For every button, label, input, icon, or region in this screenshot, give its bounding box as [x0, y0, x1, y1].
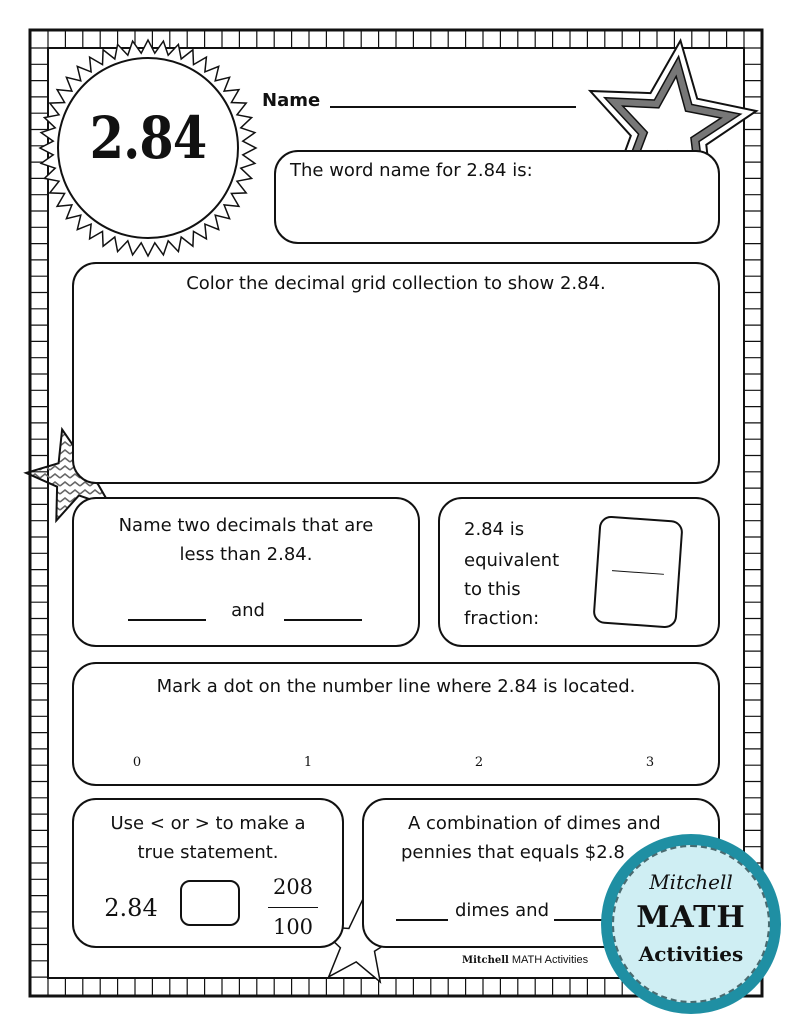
- less-than-line-2: less than 2.84.: [179, 544, 313, 565]
- fraction-line-2: equivalent: [464, 550, 560, 571]
- fraction-line-1: 2.84 is: [464, 519, 525, 540]
- compare-answer-box[interactable]: [180, 880, 240, 926]
- number-line-label-0: 0: [132, 755, 142, 770]
- decimal-grid-3[interactable]: [512, 313, 668, 465]
- number-line-label-1: 1: [303, 755, 313, 770]
- word-name-prompt: The word name for 2.84 is:: [290, 160, 533, 181]
- decimal-grid-2[interactable]: [320, 313, 476, 465]
- less-than-answer-2[interactable]: [284, 619, 362, 621]
- decimal-title: 2.84: [89, 104, 207, 172]
- name-label: Name: [262, 90, 321, 111]
- fraction-line-3: to this: [464, 579, 521, 600]
- compare-denominator: 100: [272, 915, 314, 939]
- number-line-prompt: Mark a dot on the number line where 2.84 is located.: [156, 676, 636, 697]
- coins-line-1: A combination of dimes and: [408, 813, 661, 834]
- less-than-answer-1[interactable]: [128, 619, 206, 621]
- fraction-card[interactable]: [592, 515, 683, 629]
- compare-fraction-bar: [268, 907, 318, 908]
- name-field[interactable]: [330, 106, 576, 108]
- dimes-answer[interactable]: [396, 919, 448, 921]
- compare-numerator: 208: [272, 875, 314, 899]
- less-than-line-1: Name two decimals that are: [118, 515, 374, 536]
- badge-line-2: MATH: [636, 900, 746, 935]
- coins-line-2: pennies that equals $2.8: [401, 842, 625, 863]
- less-than-and: and: [231, 600, 265, 621]
- decimal-grid-1[interactable]: [128, 313, 284, 465]
- badge-line-1: Mitchell: [649, 870, 733, 894]
- fraction-line-4: fraction:: [464, 608, 540, 629]
- compare-line-1: Use < or > to make a: [110, 813, 306, 834]
- compare-line-2: true statement.: [137, 842, 279, 863]
- mitchell-math-badge: [601, 834, 781, 1014]
- number-line-label-3: 3: [645, 755, 655, 770]
- footer-credit-text: MATH Activities: [511, 954, 589, 966]
- decimal-grid-prompt: Color the decimal grid collection to show 2.84.: [186, 273, 606, 294]
- compare-left-value: 2.84: [104, 894, 158, 922]
- footer-credit-brand: Mitchell: [462, 955, 509, 966]
- word-name-answer-area[interactable]: [290, 190, 710, 236]
- pennies-answer[interactable]: [554, 919, 604, 921]
- number-line-label-2: 2: [474, 755, 484, 770]
- dimes-label: dimes and: [455, 900, 549, 921]
- fraction-bar: [612, 570, 664, 575]
- badge-line-3: Activities: [638, 942, 744, 966]
- number-line[interactable]: [88, 724, 704, 754]
- footer-credit: [462, 954, 588, 966]
